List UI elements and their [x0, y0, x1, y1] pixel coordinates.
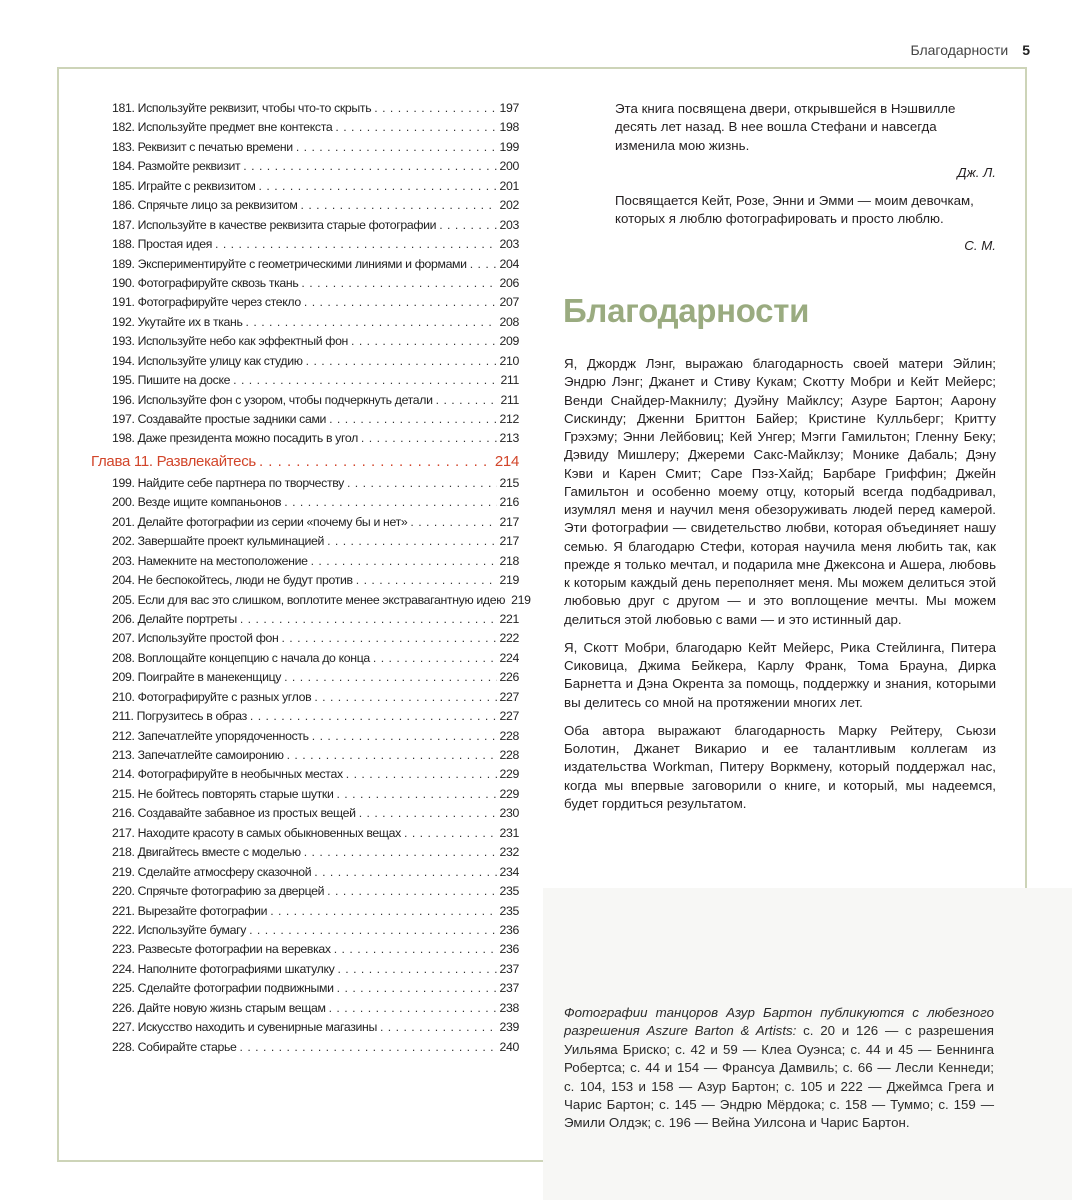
toc-entry-title: 223. Развесьте фотографии на веревках — [112, 942, 331, 957]
toc-entry[interactable] — [91, 806, 519, 825]
dot-leader — [249, 923, 496, 937]
dedication-signature-1: Дж. Л. — [957, 165, 996, 181]
toc-entry-title: 209. Поиграйте в манекенщицу — [112, 670, 282, 685]
toc-entry-page: 210 — [499, 353, 519, 368]
dot-leader — [281, 631, 496, 645]
dot-leader — [347, 476, 497, 490]
toc-entry-title: 194. Используйте улицу как студию — [112, 353, 303, 368]
toc-entry[interactable] — [91, 554, 519, 573]
toc-entry[interactable] — [91, 315, 519, 334]
toc-entry-title: 181. Используйте реквизит, чтобы что-то скрыть — [112, 101, 372, 115]
toc-entry[interactable] — [91, 276, 519, 295]
toc-entry-title: 210. Фотографируйте с разных углов — [112, 689, 312, 704]
toc-entry[interactable] — [91, 748, 519, 767]
toc-entry-title: 204. Не беспокойтесь, люди не будут против — [112, 573, 353, 588]
dedication-text-2: Посвящается Кейт, Розе, Энни и Эмми — моим девочкам, которых я люблю фотографировать и просто люблю. — [615, 192, 974, 227]
dot-leader — [301, 276, 496, 290]
dot-leader — [240, 1040, 497, 1054]
dot-leader — [327, 884, 496, 898]
toc-entry-title: 208. Воплощайте концепцию с начала до конца — [112, 650, 370, 665]
toc-entry-page: 237 — [499, 981, 519, 996]
toc-entry[interactable] — [91, 334, 519, 353]
toc-entry-page: 240 — [499, 1039, 519, 1054]
toc-entry-page: 216 — [499, 495, 519, 510]
toc-entry-page: 231 — [499, 825, 519, 840]
dot-leader — [337, 962, 496, 976]
dot-leader — [287, 748, 497, 762]
toc-entry-title: 198. Даже президента можно посадить в угол — [112, 431, 358, 446]
toc-entry-page: 201 — [499, 178, 519, 193]
toc-entry-page: 239 — [499, 1020, 519, 1035]
toc-entry-title: 189. Экспериментируйте с геометрическими линиями и формами — [112, 256, 467, 271]
toc-entry-page: 227 — [499, 709, 519, 724]
toc-entry-title: 188. Простая идея — [112, 237, 213, 252]
toc-entry-page: 230 — [499, 806, 519, 821]
toc-entry-title: 185. Играйте с реквизитом — [112, 178, 256, 193]
toc-entry-title: 228. Собирайте старье — [112, 1039, 237, 1054]
dot-leader — [404, 826, 497, 840]
toc-entry-page: 218 — [499, 553, 519, 568]
acknowledgement-paragraph: Я, Скотт Мобри, благодарю Кейт Мейерс, Рика Стейлинга, Питера Сиковица, Джима Бейкера, Карлу Франк, Тома Брауна, Дирка Барнетта и Дэна Окрента за помощь, поддержку и знания, которыми вы делитесь со мной на протяжении многих лет. — [564, 639, 996, 710]
toc-entry[interactable] — [91, 495, 519, 514]
toc-entry-title: 227. Искусство находить и сувенирные магазины — [112, 1020, 377, 1035]
dot-leader — [329, 412, 496, 426]
dot-leader — [311, 554, 497, 568]
toc-entry[interactable] — [91, 515, 519, 534]
toc-entry-title: 220. Спрячьте фотографию за дверцей — [112, 884, 325, 899]
dot-leader — [314, 690, 496, 704]
table-of-contents — [91, 101, 531, 1059]
toc-entry-title: 183. Реквизит с печатью времени — [112, 139, 293, 154]
toc-entry[interactable] — [91, 431, 519, 450]
toc-entry-page: 235 — [499, 903, 519, 918]
toc-entry[interactable] — [91, 729, 519, 748]
toc-entry-page: 214 — [494, 452, 519, 470]
toc-entry-page: 221 — [499, 611, 519, 626]
dot-leader — [215, 237, 497, 251]
toc-entry-title: 202. Завершайте проект кульминацией — [112, 534, 325, 549]
dot-leader — [373, 651, 497, 665]
toc-entry-page: 203 — [499, 217, 519, 232]
toc-entry[interactable] — [91, 826, 519, 845]
toc-entry-title: 225. Сделайте фотографии подвижными — [112, 981, 334, 996]
toc-entry-page: 235 — [499, 884, 519, 899]
dedication-text-1: Эта книга посвящена двери, открывшейся в Нэшвилле десять лет назад. В нее вошла Стефани и навсегда изменила мою жизнь. — [615, 101, 956, 153]
toc-entry-title: 211. Погрузитесь в образ — [112, 709, 247, 724]
toc-entry[interactable] — [91, 354, 519, 373]
toc-entry-page: 206 — [499, 275, 519, 290]
dot-leader — [346, 767, 497, 781]
running-head-section: Благодарности — [910, 42, 1009, 58]
toc-entry-title: 226. Дайте новую жизнь старым вещам — [112, 1000, 326, 1015]
acknowledgements-body — [564, 355, 996, 823]
toc-entry-page: 198 — [499, 120, 519, 135]
toc-entry-page: 197 — [499, 101, 519, 115]
toc-entry-title: Глава 11. Развлекайтесь — [91, 452, 256, 470]
toc-entry-title: 190. Фотографируйте сквозь ткань — [112, 275, 299, 290]
dot-leader — [334, 942, 497, 956]
toc-entry-title: 218. Двигайтесь вместе с моделью — [112, 845, 301, 860]
toc-entry-title: 192. Укутайте их в ткань — [112, 314, 243, 329]
dot-leader — [335, 120, 496, 134]
toc-entry[interactable] — [91, 534, 519, 553]
toc-entry[interactable] — [91, 631, 519, 650]
toc-entry-title: 191. Фотографируйте через стекло — [112, 295, 301, 310]
dot-leader — [304, 845, 497, 859]
toc-entry[interactable] — [91, 942, 519, 961]
photo-credits-text: с. 20 и 126 — с разрешения Уильяма Бриско; с. 42 и 59 — Клеа Оуэнса; с. 44 и 45 — Беннинга Робертса; с. 44 и 154 — Франсуа Дамвиль; с. 66 — Лесли Кеннеди; с. 104, 153 и 158 — Азур Бартон; с. 105 и 222 — Джеймса Грега и Чарис Бартон; с. 145 — Эндрю Мёрдока; с. 158 — Туммо; с. 159 — Эмили Олдэк; с. 196 — Вейна Уилсона и Чарис Бартон. — [564, 1023, 994, 1131]
toc-entry[interactable] — [91, 218, 519, 237]
dot-leader — [361, 431, 497, 445]
toc-entry-page: 209 — [499, 334, 519, 349]
toc-entry[interactable] — [91, 592, 531, 612]
toc-entry-page: 238 — [499, 1000, 519, 1015]
toc-entry-page: 219 — [499, 573, 519, 588]
toc-entry-page: 211 — [500, 392, 519, 407]
dot-leader — [314, 865, 496, 879]
toc-entry[interactable] — [91, 981, 519, 1000]
toc-entry-title: 222. Используйте бумагу — [112, 922, 247, 937]
toc-entry-title: 187. Используйте в качестве реквизита старые фотографии — [112, 217, 437, 232]
toc-entry[interactable] — [91, 865, 519, 884]
toc-entry-title: 221. Вырезайте фотографии — [112, 903, 268, 918]
toc-entry-page: 212 — [499, 412, 519, 426]
toc-entry-title: 217. Находите красоту в самых обыкновенных вещах — [112, 825, 401, 840]
dot-leader — [312, 729, 497, 743]
toc-entry[interactable] — [91, 1040, 519, 1059]
dot-leader — [436, 393, 498, 407]
toc-entry[interactable] — [91, 962, 519, 981]
toc-entry-title: 206. Делайте портреты — [112, 611, 237, 626]
toc-entry-page: 224 — [499, 650, 519, 665]
toc-entry-page: 199 — [499, 139, 519, 154]
toc-entry[interactable] — [91, 573, 519, 592]
toc-entry[interactable] — [91, 612, 519, 631]
dot-leader — [374, 101, 496, 115]
toc-entry-title: 196. Используйте фон с узором, чтобы подчеркнуть детали — [112, 392, 433, 407]
toc-entry-page: 228 — [499, 728, 519, 743]
toc-entry-title: 205. Если для вас это слишком, воплотите менее экстравагантную идею — [112, 592, 506, 607]
toc-entry-page: 207 — [499, 295, 519, 310]
toc-entry[interactable] — [91, 159, 519, 178]
dot-leader — [284, 495, 496, 509]
toc-entry[interactable] — [91, 884, 519, 903]
dot-leader — [296, 140, 497, 154]
toc-entry-title: 224. Наполните фотографиями шкатулку — [112, 961, 335, 976]
toc-entry-page: 219 — [511, 592, 531, 607]
toc-entry[interactable] — [91, 904, 519, 923]
toc-entry-page: 226 — [499, 670, 519, 685]
dot-leader — [246, 315, 497, 329]
acknowledgements-heading: Благодарности — [563, 292, 810, 329]
toc-entry-page: 217 — [499, 534, 519, 549]
dot-leader — [243, 159, 496, 173]
dot-leader — [233, 373, 497, 387]
dot-leader — [270, 904, 496, 918]
toc-entry-page: 213 — [499, 431, 519, 446]
toc-entry[interactable] — [91, 709, 519, 728]
toc-entry-title: 184. Размойте реквизит — [112, 159, 241, 174]
toc-entry-title: 207. Используйте простой фон — [112, 631, 279, 646]
toc-entry[interactable] — [91, 1001, 519, 1020]
toc-entry[interactable] — [91, 1020, 519, 1039]
toc-entry[interactable] — [91, 923, 519, 942]
dot-leader — [439, 218, 496, 232]
dot-leader — [306, 354, 497, 368]
dot-leader — [351, 334, 497, 348]
dot-leader — [259, 179, 497, 193]
toc-entry-page: 200 — [499, 159, 519, 174]
toc-entry-title: 182. Используйте предмет вне контекста — [112, 120, 333, 135]
dot-leader — [329, 1001, 497, 1015]
toc-entry[interactable] — [91, 373, 519, 392]
toc-entry-page: 202 — [499, 198, 519, 213]
toc-entry-title: 215. Не бойтесь повторять старые шутки — [112, 786, 334, 801]
toc-entry-title: 213. Запечатлейте самоиронию — [112, 748, 284, 762]
toc-entry-page: 229 — [499, 767, 519, 782]
dot-leader — [259, 453, 492, 470]
toc-entry[interactable] — [91, 476, 519, 495]
dot-leader — [410, 515, 496, 529]
dedication-signature-2: С. М. — [964, 238, 996, 254]
toc-entry-page: 217 — [499, 514, 519, 529]
dot-leader — [284, 670, 496, 684]
toc-entry[interactable] — [91, 295, 519, 314]
toc-entry[interactable] — [91, 787, 519, 806]
toc-entry-page: 227 — [499, 689, 519, 704]
toc-entry-page: 236 — [499, 922, 519, 937]
toc-entry[interactable] — [91, 412, 519, 431]
dot-leader — [250, 709, 497, 723]
toc-entry-title: 212. Запечатлейте упорядоченность — [112, 728, 309, 743]
dot-leader — [470, 257, 497, 271]
toc-entry-page: 203 — [499, 237, 519, 252]
dot-leader — [304, 295, 497, 309]
dot-leader — [327, 534, 496, 548]
toc-entry[interactable] — [91, 237, 519, 256]
toc-entry-page: 204 — [499, 256, 519, 271]
dedication — [615, 100, 996, 265]
toc-entry[interactable] — [91, 179, 519, 198]
toc-entry-title: 195. Пишите на доске — [112, 373, 231, 388]
toc-entry-page: 228 — [499, 748, 519, 762]
toc-entry-page: 234 — [499, 864, 519, 879]
toc-entry-page: 211 — [500, 373, 519, 388]
photo-credits — [564, 1004, 994, 1133]
toc-chapter-entry[interactable] — [91, 453, 519, 476]
toc-entry-title: 199. Найдите себе партнера по творчеству — [112, 475, 344, 490]
toc-entry-title: 214. Фотографируйте в необычных местах — [112, 767, 343, 782]
toc-entry[interactable] — [91, 651, 519, 670]
toc-entry-page: 208 — [499, 314, 519, 329]
toc-entry-title: 216. Создавайте забавное из простых вещей — [112, 806, 356, 821]
acknowledgement-paragraph: Оба автора выражают благодарность Марку Рейтеру, Сьюзи Болотин, Джанет Викарио и ее талантливым коллегам из издательства Workman, Питеру Воркмену, который поддержал нас, когда мы впервые заговорили о книге, и который, мы надеемся, будет гордиться результатом. — [564, 722, 996, 811]
toc-entry-title: 197. Создавайте простые задники сами — [112, 412, 327, 426]
toc-entry-page: 236 — [499, 942, 519, 957]
toc-entry-title: 186. Спрячьте лицо за реквизитом — [112, 198, 298, 213]
dot-leader — [337, 981, 497, 995]
dot-leader — [356, 573, 497, 587]
dot-leader — [336, 787, 496, 801]
toc-entry-title: 193. Используйте небо как эффектный фон — [112, 334, 348, 349]
toc-entry-title: 201. Делайте фотографии из серии «почему бы и нет» — [112, 514, 408, 529]
toc-entry[interactable] — [91, 670, 519, 689]
toc-entry[interactable] — [91, 257, 519, 276]
toc-entry[interactable] — [91, 120, 519, 139]
toc-entry-page: 215 — [499, 475, 519, 490]
toc-entry-page: 232 — [499, 845, 519, 860]
toc-entry[interactable] — [91, 198, 519, 217]
dot-leader — [301, 198, 497, 212]
toc-entry-page: 237 — [499, 961, 519, 976]
toc-entry-title: 219. Сделайте атмосферу сказочной — [112, 864, 312, 879]
toc-entry-title: 200. Везде ищите компаньонов — [112, 495, 282, 510]
toc-entry[interactable] — [91, 845, 519, 864]
toc-entry[interactable] — [91, 140, 519, 159]
toc-entry-title: 203. Намекните на местоположение — [112, 553, 308, 568]
acknowledgement-paragraph: Я, Джордж Лэнг, выражаю благодарность своей матери Эйлин; Эндрю Лэнг; Джанет и Стиву Кукам; Скотту Мобри и Кейт Мейерс; Венди Снайдер-Макнилу; Дуэйну Майклсу; Азуре Бартон; Аарону Сискинду; Дженни Бриттон Байер; Кристине Кулльберг; Критту Грэхэму; Энни Лейбовиц; Кей Унгер; Мэгги Гамильтон; Гленну Беку; Дэвиду Мишлеру; Джереми Сакс-Майклзу; Монике Дабаль; Дэну Кэви и Карен Смит; Саре Пэз-Хайд; Барбаре Гриффин; Джейн Гамильтон и особенно моему отцу, который всегда подбадривал, изумлял меня и научил меня обезоруживать людей перед камерой. Эти фотографии — свидетельство любви, которая объединяет нашу семью. Я благодарю Стефи, которая научила меня любить так, как прежде я только мечтал, и подарила мне Джексона и Ашера, любовь к которым каждый день переполняет меня. Мы можем делиться этой любовью друг с другом — и это воплощение мечты. Мы можем делиться этой любовью с вами — и это истинный дар. — [564, 356, 996, 627]
toc-entry[interactable] — [91, 393, 519, 412]
toc-entry[interactable] — [91, 690, 519, 709]
page-number: 5 — [1022, 42, 1030, 58]
photo-credits-intro: Фотографии танцоров Азур Бартон публикуются с любезного разрешения Aszure Barton & Artists: — [564, 1005, 994, 1039]
toc-entry-page: 229 — [499, 786, 519, 801]
dot-leader — [380, 1020, 497, 1034]
toc-entry[interactable] — [91, 101, 519, 120]
toc-entry-page: 222 — [499, 631, 519, 646]
toc-entry[interactable] — [91, 767, 519, 786]
dot-leader — [240, 612, 497, 626]
running-head — [910, 42, 1030, 58]
dot-leader — [359, 806, 497, 820]
